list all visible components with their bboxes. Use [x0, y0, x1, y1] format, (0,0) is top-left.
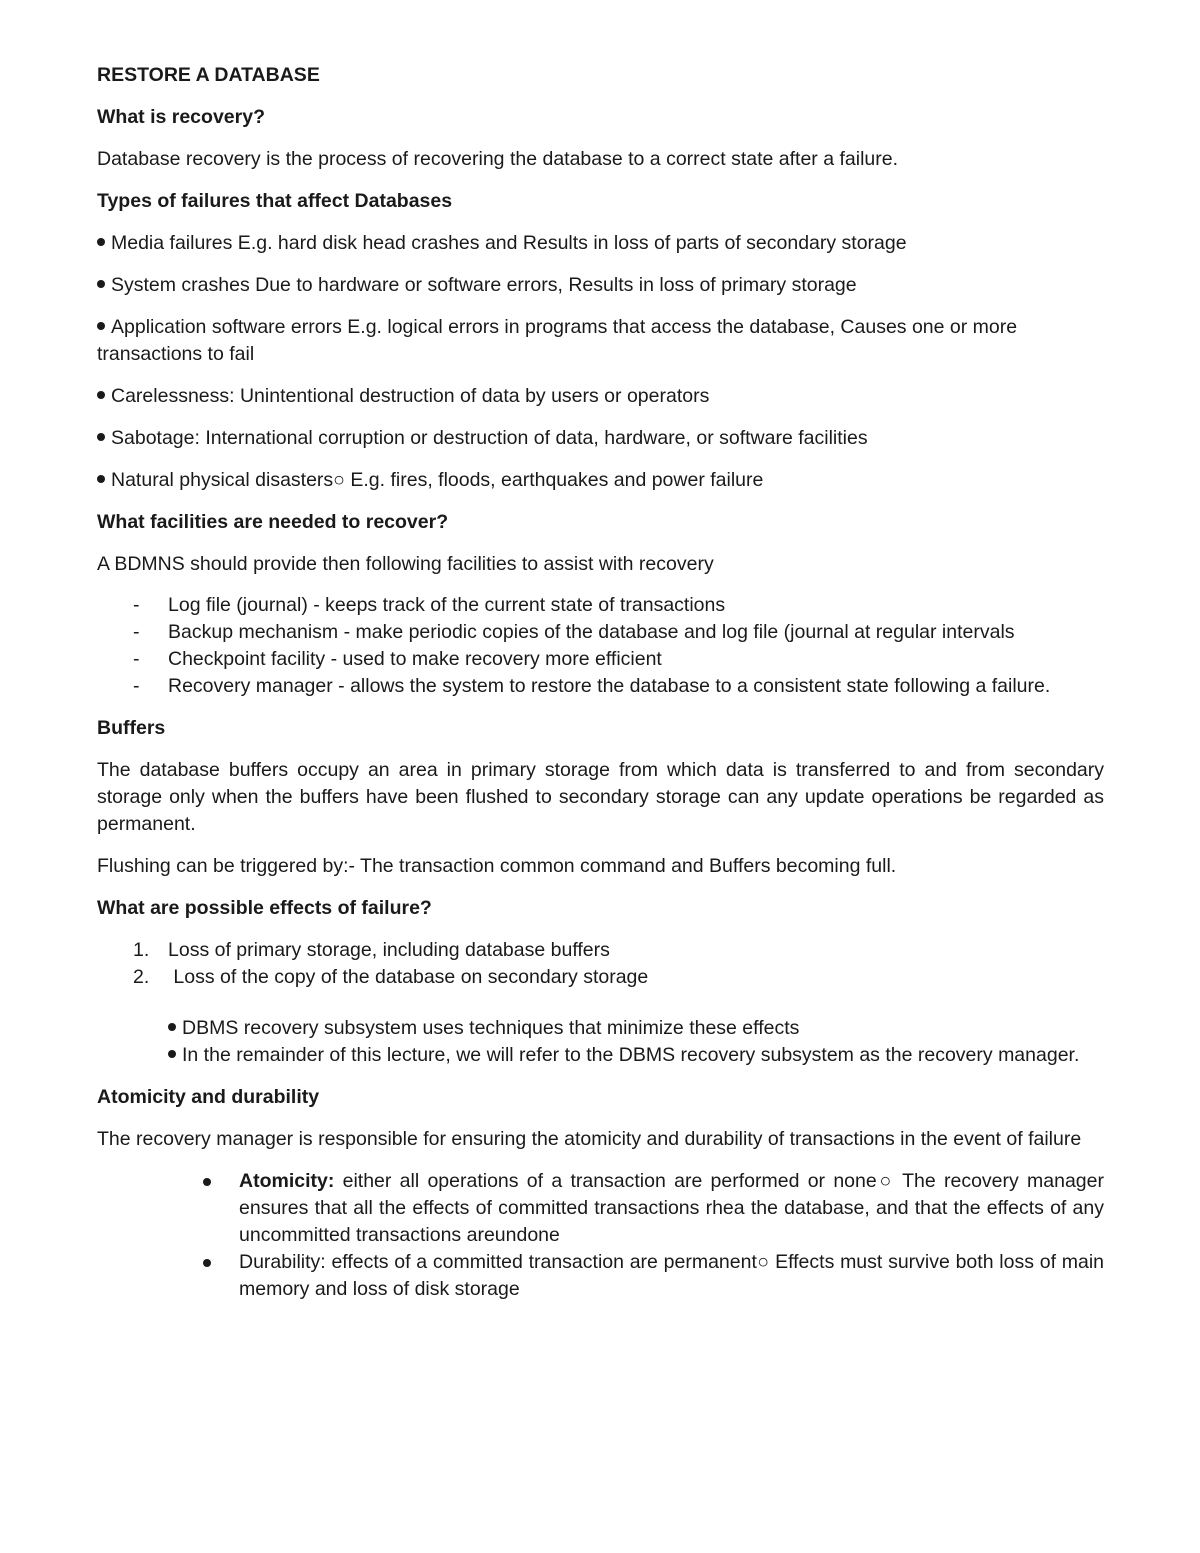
heading-facilities: What facilities are needed to recover? [97, 511, 449, 533]
bullet-icon [203, 1259, 211, 1267]
heading-buffers: Buffers [97, 717, 166, 739]
dash-marker: - [133, 621, 140, 643]
bullet-icon [97, 391, 105, 399]
failure-item: Natural physical disasters○ E.g. fires, floods, earthquakes and power failure [97, 467, 1104, 494]
heading-atomicity-durability: Atomicity and durability [97, 1086, 320, 1108]
bullet-icon [168, 1023, 176, 1031]
list-item: - Log file (journal) - keeps track of the current state of transactions [97, 592, 1104, 619]
document-title: RESTORE A DATABASE [97, 64, 320, 86]
bullet-icon [97, 433, 105, 441]
bullet-icon [203, 1178, 211, 1186]
list-item: 2. Loss of the copy of the database on secondary storage [133, 966, 649, 988]
effects-numbered-list [97, 937, 1104, 991]
dash-marker: - [133, 675, 140, 697]
recovery-definition: Database recovery is the process of recovering the database to a correct state after a failure. [97, 148, 899, 170]
effects-bullets [168, 1015, 1104, 1069]
buffers-text: The database buffers occupy an area in primary storage from which data is transferred to and from secondary storage only when the buffers have been flushed to secondary storage can any update operations be regarded as permanent. [97, 759, 1104, 835]
bullet-icon [97, 238, 105, 246]
failure-item: Media failures E.g. hard disk head crashes and Results in loss of parts of secondary storage [97, 230, 1104, 257]
list-item: In the remainder of this lecture, we will refer to the DBMS recovery subsystem as the recovery manager. [168, 1042, 1104, 1069]
heading-effects: What are possible effects of failure? [97, 897, 432, 919]
bullet-icon [97, 322, 105, 330]
dash-marker: - [133, 594, 140, 616]
failure-item: Sabotage: International corruption or destruction of data, hardware, or software facilities [97, 425, 1104, 452]
heading-what-is-recovery: What is recovery? [97, 106, 265, 128]
failure-item: Carelessness: Unintentional destruction of data by users or operators [97, 383, 1104, 410]
dash-marker: - [133, 648, 140, 670]
heading-types-of-failures: Types of failures that affect Databases [97, 190, 453, 212]
list-item: - Checkpoint facility - used to make recovery more efficient [97, 646, 1104, 673]
list-item: - Backup mechanism - make periodic copies of the database and log file (journal at regular intervals [97, 619, 1104, 646]
failure-item: System crashes Due to hardware or software errors, Results in loss of primary storage [97, 272, 1104, 299]
bullet-icon [97, 475, 105, 483]
list-item: - Recovery manager - allows the system to restore the database to a consistent state following a failure. [97, 673, 1104, 700]
flushing-text: Flushing can be triggered by:- The transaction common command and Buffers becoming full. [97, 855, 897, 877]
facilities-intro: A BDMNS should provide then following facilities to assist with recovery [97, 553, 714, 575]
atomicity-intro: The recovery manager is responsible for ensuring the atomicity and durability of transactions in the event of failure [97, 1128, 1082, 1150]
failure-item: Application software errors E.g. logical errors in programs that access the database, Causes one or more transactions to fail [97, 316, 1018, 365]
list-item: Durability: effects of a committed transaction are permanent○ Effects must survive both loss of main memory and loss of disk storage [97, 1249, 1104, 1303]
atomicity-list [97, 1168, 1104, 1303]
list-item: DBMS recovery subsystem uses techniques that minimize these effects [168, 1015, 1104, 1042]
bullet-icon [168, 1050, 176, 1058]
list-item: Atomicity: either all operations of a transaction are performed or none○ The recovery manager ensures that all the effects of committed transactions rhea the database, and that the effects of any uncommitted transactions areundone [97, 1168, 1104, 1249]
list-item: 1. Loss of primary storage, including database buffers [133, 939, 610, 961]
facilities-list [97, 592, 1104, 700]
bullet-icon [97, 280, 105, 288]
